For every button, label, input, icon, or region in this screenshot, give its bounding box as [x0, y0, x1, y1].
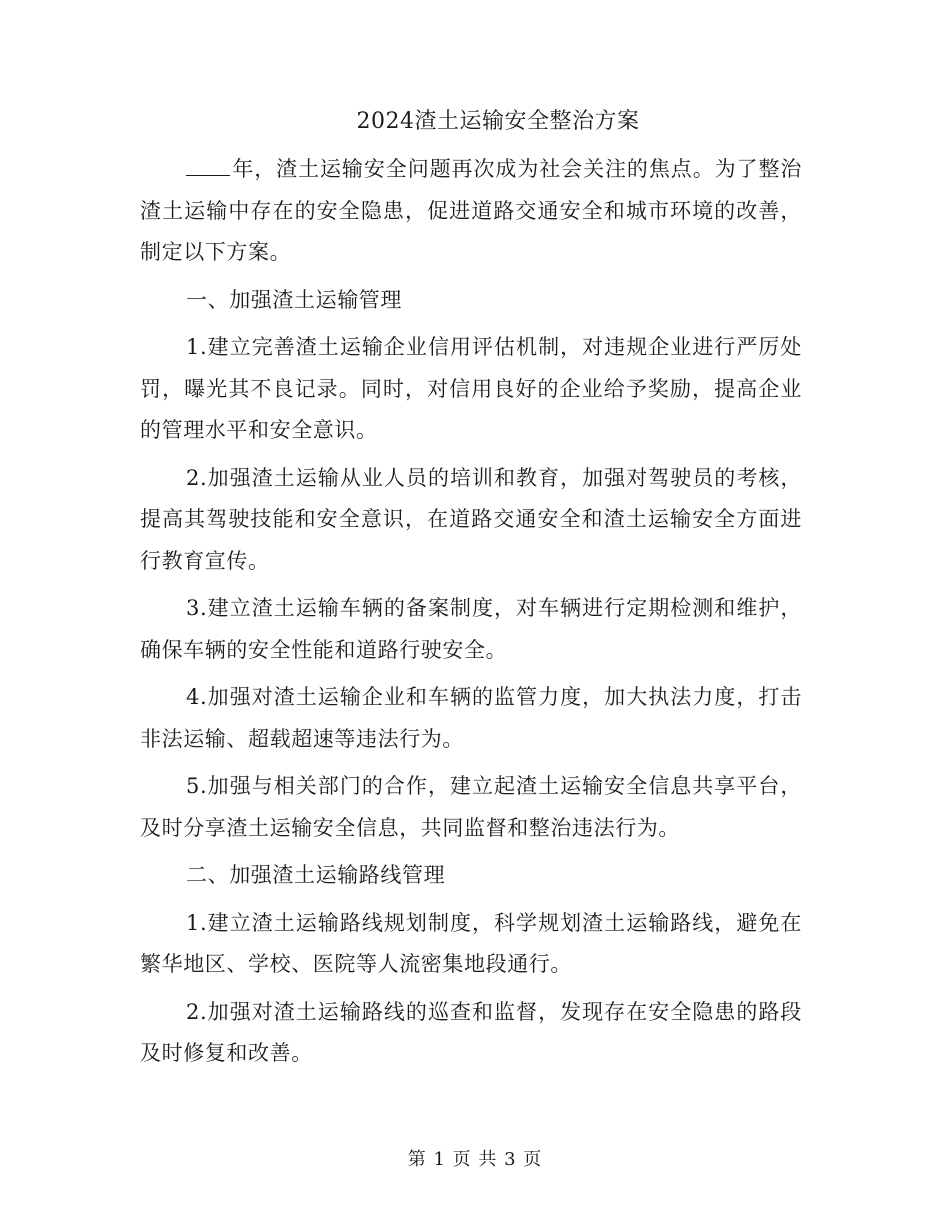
page-number-footer: 第 1 页 共 3 页: [407, 1149, 543, 1170]
intro-paragraph: [140, 149, 802, 274]
list-item: 3.建立渣土运输车辆的备案制度，对车辆进行定期检测和维护，确保车辆的安全性能和道路行驶安全。: [140, 596, 802, 662]
list-item: 5.加强与相关部门的合作，建立起渣土运输安全信息共享平台，及时分享渣土运输安全信息，共同监督和整治违法行为。: [140, 774, 802, 840]
list-item: 2.加强渣土运输从业人员的培训和教育，加强对驾驶员的考核，提高其驾驶技能和安全意识，在道路交通安全和渣土运输安全方面进行教育宣传。: [140, 465, 802, 573]
document-title: 2024渣土运输安全整治方案: [356, 109, 640, 134]
intro-text: 年，渣土运输安全问题再次成为社会关注的焦点。为了整治渣土运输中存在的安全隐患，促进道路交通安全和城市环境的改善，制定以下方案。: [140, 157, 802, 264]
document-body: [140, 149, 802, 1081]
list-item: 4.加强对渣土运输企业和车辆的监管力度，加大执法力度，打击非法运输、超载超速等违法行为。: [140, 685, 802, 751]
list-item: 1.建立完善渣土运输企业信用评估机制，对违规企业进行严厉处罚，曝光其不良记录。同时，对信用良好的企业给予奖励，提高企业的管理水平和安全意识。: [140, 335, 802, 442]
section-heading: 一、加强渣土运输管理: [186, 287, 402, 312]
list-item: 2.加强对渣土运输路线的巡查和监督，发现存在安全隐患的路段及时修复和改善。: [140, 999, 802, 1065]
section-heading: 二、加强渣土运输路线管理: [186, 863, 446, 887]
blank-underline: [186, 155, 230, 176]
list-item: 1.建立渣土运输路线规划制度，科学规划渣土运输路线，避免在繁华地区、学校、医院等人流密集地段通行。: [140, 910, 802, 976]
